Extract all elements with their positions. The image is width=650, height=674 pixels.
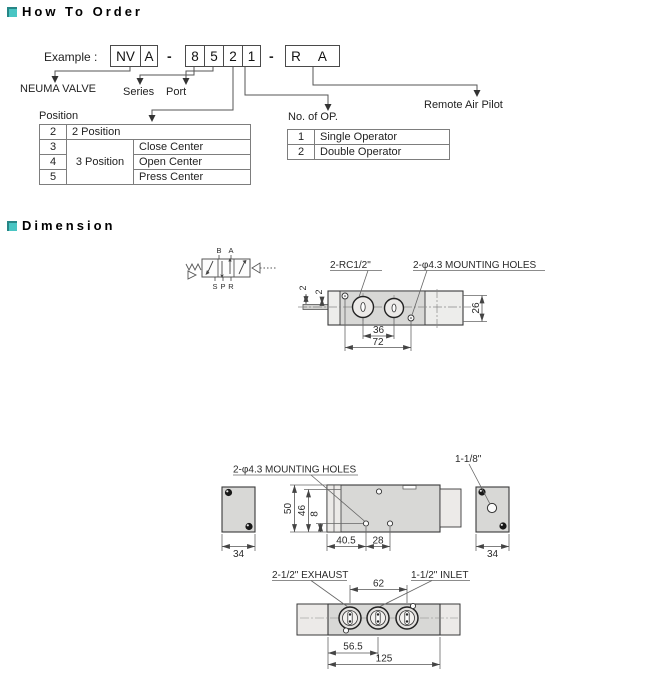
position-group-3pos: 3 Position [67, 140, 134, 185]
position-code-4: 4 [40, 155, 67, 170]
valve-symbol [186, 246, 276, 291]
symbol-port-s: S [212, 282, 218, 291]
dim-2a: 2 [298, 285, 308, 291]
op-code-2: 2 [288, 145, 315, 160]
op-label-double: Double Operator [315, 145, 450, 160]
dim-72: 72 [372, 337, 384, 348]
top-view-holes-label: 2-φ4.3 MOUNTING HOLES [413, 260, 537, 271]
bottom-view-drawing [272, 570, 470, 669]
callout-series: Series [123, 86, 155, 98]
position-label-close: Close Center [134, 140, 251, 155]
code-dash-1: - [167, 48, 172, 64]
dimension-title: Dimension [22, 218, 116, 233]
dim-56-5: 56.5 [343, 641, 363, 653]
position-code-2: 2 [40, 125, 67, 140]
dim-34-right: 34 [486, 549, 499, 560]
symbol-port-b: B [216, 246, 222, 255]
dim-28: 28 [372, 535, 384, 547]
position-label-2pos: 2 Position [67, 125, 251, 140]
dim-8: 8 [309, 511, 321, 517]
connector-lines [55, 67, 477, 116]
example-label: Example : [44, 50, 98, 64]
bottom-view-inlet-label: 1-1/2" INLET [411, 570, 469, 581]
position-label-press: Press Center [134, 170, 251, 185]
code-cell-2: 2 [223, 46, 242, 66]
callout-remote-air-pilot: Remote Air Pilot [424, 99, 503, 111]
how-to-order-title: How To Order [22, 4, 143, 19]
code-cell-5: 5 [204, 46, 223, 66]
position-code-5: 5 [40, 170, 67, 185]
code-cell-nv: NV [116, 48, 135, 64]
dim-62: 62 [372, 578, 385, 590]
callout-port: Port [166, 86, 187, 98]
position-table-title: Position [39, 110, 79, 122]
dim-2b: 2 [314, 289, 324, 295]
dim-36: 36 [372, 325, 385, 336]
bottom-view-exhaust-label: 2-1/2" EXHAUST [272, 570, 349, 581]
code-cell-8: 8 [191, 48, 199, 64]
position-code-3: 3 [40, 140, 67, 155]
side-view-drawing [222, 454, 509, 560]
code-cell-a: A [140, 46, 157, 66]
op-table-title: No. of OP. [288, 111, 338, 123]
position-label-open: Open Center [134, 155, 251, 170]
dim-125: 125 [375, 653, 393, 665]
dim-26: 26 [471, 302, 482, 314]
code-cell-1: 1 [242, 46, 260, 66]
dim-34-left: 34 [232, 549, 245, 560]
bottom-ports [339, 607, 418, 629]
dim-46: 46 [297, 504, 308, 517]
dim-50: 50 [283, 502, 294, 515]
top-view-port-label: 2-RC1/2" [330, 260, 371, 271]
connector-arrows [52, 76, 481, 122]
op-label-single: Single Operator [315, 130, 450, 145]
symbol-port-r: R [228, 282, 234, 291]
op-code-1: 1 [288, 130, 315, 145]
side-view-port-label: 1-1/8" [455, 454, 482, 465]
top-view-drawing [298, 260, 545, 351]
side-view-holes-label: 2-φ4.3 MOUNTING HOLES [233, 464, 357, 476]
code-dash-2: - [269, 48, 274, 64]
dim-40-5: 40.5 [336, 535, 356, 547]
callout-neuma-valve: NEUMA VALVE [20, 83, 97, 95]
code-cell-ra: R A [291, 48, 334, 64]
symbol-port-a: A [228, 246, 234, 255]
symbol-port-p: P [220, 282, 226, 291]
